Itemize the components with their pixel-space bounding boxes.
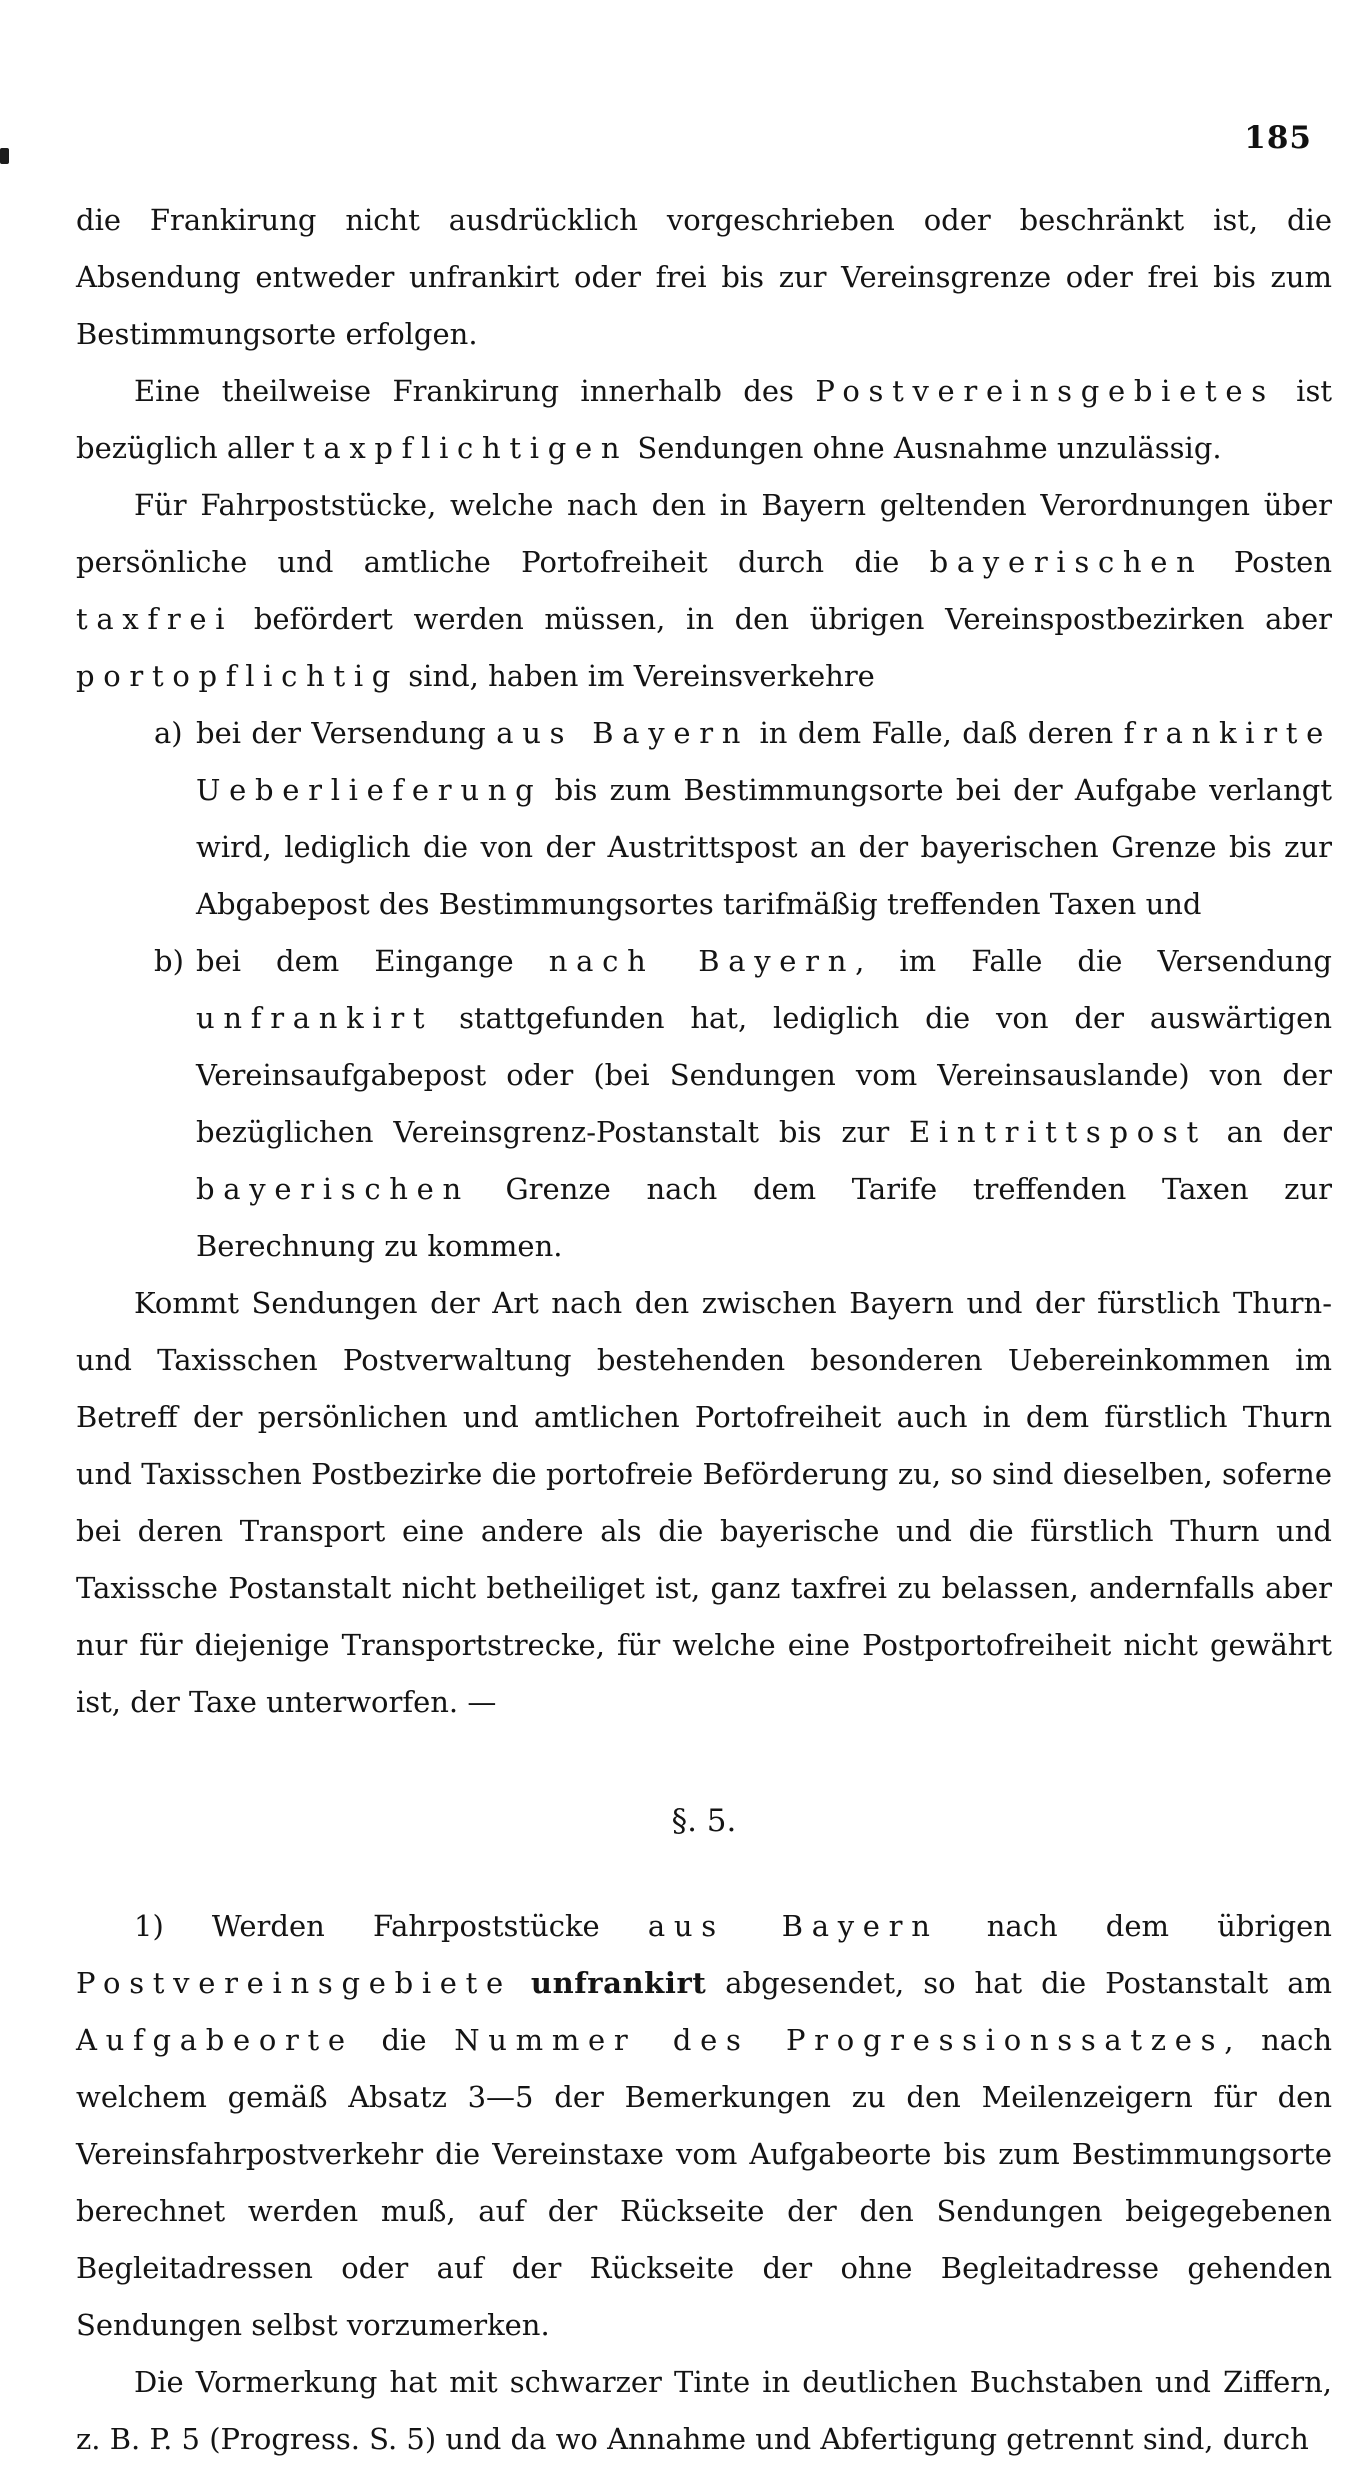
- list-marker: b): [154, 944, 184, 978]
- spaced-text: frankirte Ueberlieferung: [196, 716, 1332, 807]
- spaced-text: Eintrittspost: [909, 1115, 1207, 1149]
- spaced-text: nach Bayern: [548, 944, 856, 978]
- paragraph: [76, 477, 1332, 705]
- spaced-text: Postvereinsgebiete: [76, 1966, 512, 2000]
- text-segment: die: [353, 2023, 455, 2057]
- section-heading: [76, 1793, 1332, 1850]
- spaced-text: aus Bayern: [496, 716, 750, 750]
- text-segment: Posten: [1203, 545, 1333, 579]
- text-segment: ist bezüglich aller: [76, 374, 1332, 465]
- spaced-text: Aufgabeorte: [76, 2023, 354, 2057]
- text-segment: abgesendet, so hat die Postanstalt am: [706, 1966, 1333, 2000]
- text-segment: befördert werden müssen, in den übrigen Vereinspostbezirken aber: [233, 602, 1332, 636]
- text-segment: an der: [1206, 1115, 1332, 1149]
- text-segment: stattgefunden hat, lediglich die von der auswärtigen Vereinsaufgabepost oder (bei Sendungen vom Vereinsauslande) von der bezüglichen Vereinsgrenz-Postanstalt bis zur: [196, 1001, 1332, 1149]
- paragraph: [76, 1898, 1332, 2354]
- text-segment: bei der Versendung: [196, 716, 497, 750]
- text-segment: Für Fahrpoststücke, welche nach den in Bayern geltenden Verordnungen über persönliche und amtliche Portofreiheit durch die: [76, 488, 1332, 579]
- text-segment: Die Vormerkung hat mit schwarzer Tinte in deutlichen Buchstaben und Ziffern, z. B. P. 5 (Progress. S. 5) und da wo Annahme und Abfertigung getrennt sind, durch: [76, 2365, 1332, 2456]
- list-item: [154, 933, 1332, 1275]
- spaced-text: unfrankirt: [196, 1001, 434, 1035]
- bold-text: unfrankirt: [530, 1966, 707, 2000]
- text-segment: in dem Falle, daß deren: [749, 716, 1124, 750]
- text-segment: , im Falle die Versendung: [855, 944, 1332, 978]
- text-segment: Sendungen ohne Ausnahme unzulässig.: [628, 431, 1222, 465]
- page-number: 185: [1244, 120, 1312, 156]
- text-segment: 1) Werden Fahrpoststücke: [134, 1909, 648, 1943]
- spaced-text: bayerischen: [196, 1172, 470, 1206]
- text-segment: , nach welchem gemäß Absatz 3—5 der Bemerkungen zu den Meilenzeigern für den Vereinsfahrpostverkehr die Vereinstaxe vom Aufgabeorte bis zum Bestimmungsorte berechnet werden muß, auf der Rückseite der den Sendungen beigegebenen Begleitadressen oder auf der Rückseite der ohne Begleitadresse gehenden Sendungen selbst vorzumerken.: [76, 2023, 1333, 2342]
- text-body: [76, 192, 1332, 2468]
- spaced-text: bayerischen: [929, 545, 1204, 579]
- spaced-text: Postvereinsgebietes: [815, 374, 1275, 408]
- text-segment: Kommt Sendungen der Art nach den zwischen Bayern und der fürstlich Thurn- und Taxisschen Postverwaltung bestehenden besonderen Uebereinkommen im Betreff der persönlichen und amtlichen Portofreiheit auch in dem fürstlich Thurn und Taxisschen Postbezirke die portofreie Beförderung zu, so sind dieselben, soferne bei deren Transport eine andere als die bayerische und die fürstlich Thurn und Taxissche Postanstalt nicht betheiliget ist, ganz taxfrei zu belassen, andernfalls aber nur für diejenige Transportstrecke, für welche eine Postportofreiheit nicht gewährt ist, der Taxe unterworfen. —: [76, 1286, 1332, 1719]
- text-segment: sind, haben im Vereinsverkehre: [399, 659, 875, 693]
- spaced-text: taxpflichtigen: [303, 431, 629, 465]
- text-segment: bei dem Eingange: [196, 944, 549, 978]
- text-segment: bis zum Bestimmungsorte bei der Aufgabe verlangt wird, lediglich die von der Austrittspost an der bayerischen Grenze bis zur Abgabepost des Bestimmungsortes tarifmäßig treffenden Taxen und: [196, 773, 1332, 921]
- paragraph: [76, 363, 1332, 477]
- spaced-text: taxfrei: [76, 602, 234, 636]
- paragraph: [76, 2354, 1332, 2468]
- list-marker: a): [154, 716, 183, 750]
- list-item: [154, 705, 1332, 933]
- spaced-text: portopflichtig: [76, 659, 400, 693]
- paragraph: [76, 192, 1332, 363]
- text-segment: die Frankirung nicht ausdrücklich vorgeschrieben oder beschränkt ist, die Absendung entweder unfrankirt oder frei bis zur Vereinsgrenze oder frei bis zum Bestimmungsorte erfolgen.: [76, 203, 1332, 351]
- text-segment: §. 5.: [671, 1803, 737, 1839]
- scan-artifact: [0, 148, 9, 164]
- text-segment: nach dem übrigen: [938, 1909, 1332, 1943]
- spaced-text: Nummer des Progressionssatzes: [454, 2023, 1225, 2057]
- text-segment: Eine theilweise Frankirung innerhalb des: [134, 374, 816, 408]
- text-segment: Grenze nach dem Tarife treffenden Taxen zur Berechnung zu kommen.: [196, 1172, 1332, 1263]
- text-segment: [512, 1966, 531, 2000]
- paragraph: [76, 1275, 1332, 1731]
- spaced-text: aus Bayern: [647, 1909, 939, 1943]
